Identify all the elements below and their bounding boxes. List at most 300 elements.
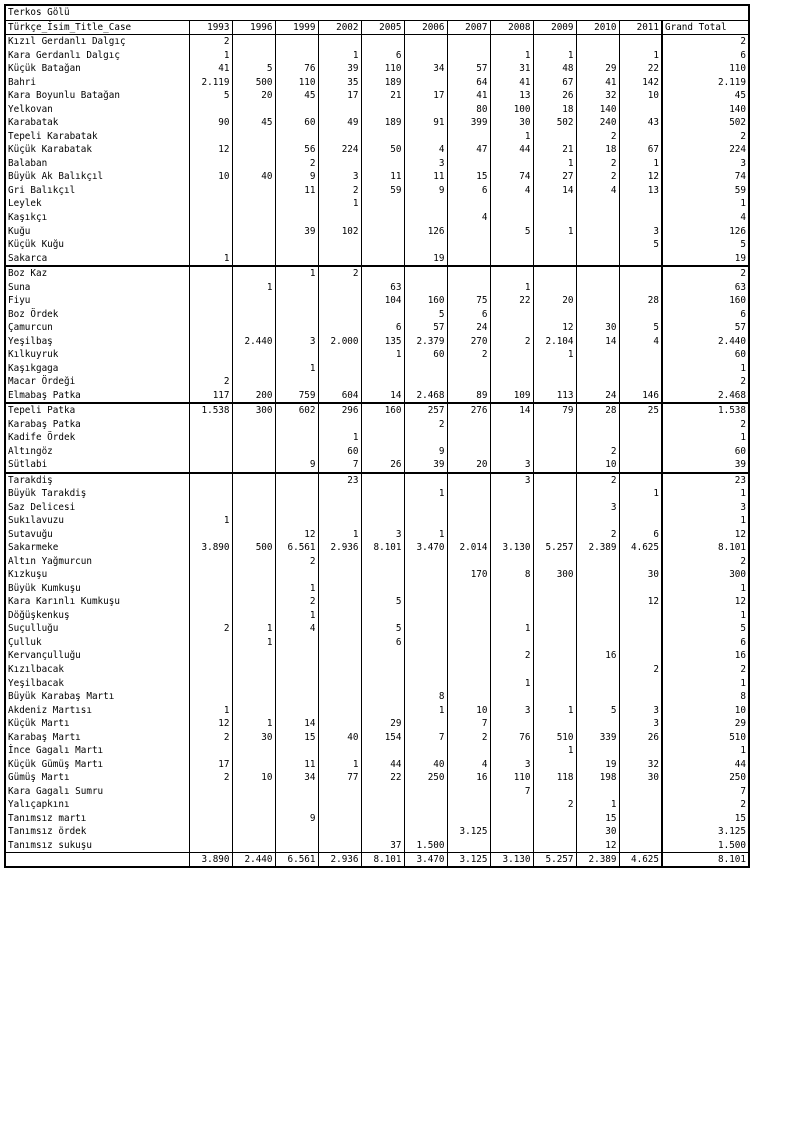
count-cell: 40 <box>232 170 275 184</box>
count-cell <box>490 197 533 211</box>
year-header: 2008 <box>490 20 533 35</box>
count-cell <box>189 487 232 501</box>
count-cell: 9 <box>404 445 447 459</box>
grand-total-cell: 6 <box>662 307 749 321</box>
count-cell <box>361 703 404 717</box>
year-header: 1999 <box>275 20 318 35</box>
count-cell: 3 <box>619 224 662 238</box>
count-cell <box>361 811 404 825</box>
count-cell <box>447 473 490 488</box>
table-row <box>5 636 749 650</box>
count-cell <box>318 238 361 252</box>
count-cell <box>447 361 490 375</box>
count-cell: 1 <box>318 49 361 63</box>
count-cell <box>490 431 533 445</box>
count-cell <box>619 266 662 281</box>
table-row <box>5 348 749 362</box>
count-cell <box>189 798 232 812</box>
bird-count-table <box>4 4 750 868</box>
count-cell <box>447 431 490 445</box>
count-cell <box>533 649 576 663</box>
species-name: Sakarca <box>5 251 189 266</box>
table-row <box>5 771 749 785</box>
count-cell <box>361 798 404 812</box>
count-cell: 75 <box>447 294 490 308</box>
count-cell: 16 <box>576 649 619 663</box>
table-row <box>5 541 749 555</box>
count-cell <box>361 375 404 389</box>
count-cell <box>275 649 318 663</box>
table-row <box>5 595 749 609</box>
count-cell <box>318 321 361 335</box>
count-cell <box>318 838 361 852</box>
count-cell <box>189 417 232 431</box>
count-cell: 117 <box>189 388 232 403</box>
count-cell <box>533 473 576 488</box>
count-cell <box>490 348 533 362</box>
count-cell <box>275 838 318 852</box>
count-cell: 8.101 <box>361 541 404 555</box>
count-cell <box>189 690 232 704</box>
count-cell: 60 <box>275 116 318 130</box>
count-cell <box>404 197 447 211</box>
year-header: 2011 <box>619 20 662 35</box>
count-cell: 30 <box>576 825 619 839</box>
count-cell <box>404 555 447 569</box>
table-row <box>5 431 749 445</box>
table-row <box>5 609 749 623</box>
count-cell <box>232 514 275 528</box>
count-cell: 6.561 <box>275 541 318 555</box>
count-cell: 250 <box>404 771 447 785</box>
table-row <box>5 717 749 731</box>
count-cell <box>318 595 361 609</box>
count-cell: 4 <box>490 184 533 198</box>
table-row <box>5 825 749 839</box>
count-cell <box>619 622 662 636</box>
species-name: Tepeli Karabatak <box>5 130 189 144</box>
count-cell: 7 <box>404 730 447 744</box>
count-cell <box>490 838 533 852</box>
grand-total-cell: 5 <box>662 238 749 252</box>
count-cell: 1 <box>490 49 533 63</box>
count-cell: 5 <box>232 62 275 76</box>
count-cell <box>361 609 404 623</box>
grand-total-cell: 29 <box>662 717 749 731</box>
species-name: Altıngöz <box>5 445 189 459</box>
count-cell: 2 <box>404 417 447 431</box>
count-cell <box>619 348 662 362</box>
count-cell <box>275 568 318 582</box>
count-cell <box>404 622 447 636</box>
count-cell: 76 <box>490 730 533 744</box>
count-cell: 110 <box>275 76 318 90</box>
count-cell <box>189 636 232 650</box>
species-name: Kızılbacak <box>5 663 189 677</box>
count-cell: 56 <box>275 143 318 157</box>
grand-total-cell: 19 <box>662 251 749 266</box>
count-cell: 2 <box>576 170 619 184</box>
count-cell <box>490 417 533 431</box>
count-cell <box>576 690 619 704</box>
species-name: Büyük Kumkuşu <box>5 582 189 596</box>
count-cell <box>533 514 576 528</box>
grand-total-cell: 1.500 <box>662 838 749 852</box>
count-cell <box>533 375 576 389</box>
count-cell: 5 <box>576 703 619 717</box>
count-cell: 1 <box>275 609 318 623</box>
table-row <box>5 361 749 375</box>
count-cell <box>189 609 232 623</box>
count-cell <box>490 609 533 623</box>
count-cell <box>232 431 275 445</box>
count-cell <box>318 649 361 663</box>
count-cell <box>576 197 619 211</box>
count-cell: 2 <box>447 730 490 744</box>
count-cell: 1 <box>490 280 533 294</box>
count-cell <box>232 445 275 459</box>
table-row <box>5 663 749 677</box>
count-cell <box>619 251 662 266</box>
count-cell <box>576 555 619 569</box>
count-cell: 4.625 <box>619 541 662 555</box>
count-cell <box>490 211 533 225</box>
count-cell: 140 <box>576 103 619 117</box>
grand-total-header: Grand Total <box>662 20 749 35</box>
count-cell: 13 <box>490 89 533 103</box>
count-cell <box>232 568 275 582</box>
count-cell <box>576 595 619 609</box>
count-cell <box>275 35 318 49</box>
count-cell <box>275 784 318 798</box>
count-cell <box>275 825 318 839</box>
count-cell: 20 <box>447 458 490 473</box>
count-cell: 154 <box>361 730 404 744</box>
count-cell: 10 <box>576 458 619 473</box>
count-cell: 76 <box>275 62 318 76</box>
count-cell: 27 <box>533 170 576 184</box>
column-total-cell: 3.130 <box>490 852 533 867</box>
count-cell <box>361 35 404 49</box>
count-cell: 3 <box>275 334 318 348</box>
table-row <box>5 784 749 798</box>
count-cell <box>447 487 490 501</box>
count-cell: 399 <box>447 116 490 130</box>
count-cell <box>490 582 533 596</box>
count-cell: 5 <box>619 238 662 252</box>
count-cell <box>619 458 662 473</box>
species-name: Tarakdiş <box>5 473 189 488</box>
count-cell <box>189 103 232 117</box>
count-cell <box>318 784 361 798</box>
count-cell: 30 <box>232 730 275 744</box>
table-row <box>5 321 749 335</box>
count-cell <box>189 676 232 690</box>
count-cell: 4 <box>275 622 318 636</box>
count-cell: 1 <box>189 49 232 63</box>
count-cell: 90 <box>189 116 232 130</box>
count-cell: 2 <box>576 528 619 542</box>
species-column-header: Türkçe_İsim_Title_Case <box>5 20 189 35</box>
count-cell <box>361 649 404 663</box>
count-cell <box>619 103 662 117</box>
species-name: Kara Karınlı Kumkuşu <box>5 595 189 609</box>
species-name: Macar Ördeği <box>5 375 189 389</box>
count-cell <box>361 568 404 582</box>
count-cell: 5.257 <box>533 541 576 555</box>
count-cell <box>576 784 619 798</box>
count-cell <box>318 211 361 225</box>
count-cell: 604 <box>318 388 361 403</box>
count-cell: 339 <box>576 730 619 744</box>
grand-total-cell: 2 <box>662 555 749 569</box>
count-cell <box>232 238 275 252</box>
count-cell: 1 <box>189 514 232 528</box>
count-cell <box>361 197 404 211</box>
count-cell <box>318 501 361 515</box>
count-cell <box>404 717 447 731</box>
year-header: 2010 <box>576 20 619 35</box>
species-name: Çulluk <box>5 636 189 650</box>
count-cell: 110 <box>361 62 404 76</box>
count-cell <box>576 238 619 252</box>
count-cell: 15 <box>275 730 318 744</box>
count-cell: 9 <box>404 184 447 198</box>
count-cell <box>576 348 619 362</box>
count-cell <box>232 184 275 198</box>
table-row <box>5 238 749 252</box>
count-cell: 270 <box>447 334 490 348</box>
count-cell <box>404 76 447 90</box>
count-cell <box>318 130 361 144</box>
count-cell <box>189 649 232 663</box>
count-cell <box>189 321 232 335</box>
count-cell <box>275 431 318 445</box>
count-cell <box>318 417 361 431</box>
count-cell: 35 <box>318 76 361 90</box>
grand-total-cell: 1.538 <box>662 403 749 418</box>
year-header: 1993 <box>189 20 232 35</box>
count-cell: 22 <box>361 771 404 785</box>
count-cell <box>576 266 619 281</box>
table-row <box>5 130 749 144</box>
column-total-cell: 3.125 <box>447 852 490 867</box>
count-cell: 20 <box>533 294 576 308</box>
species-name: Küçük Kuğu <box>5 238 189 252</box>
count-cell <box>318 811 361 825</box>
species-name: Küçük Martı <box>5 717 189 731</box>
count-cell: 146 <box>619 388 662 403</box>
count-cell <box>576 307 619 321</box>
grand-total-cell: 1 <box>662 487 749 501</box>
count-cell: 34 <box>404 62 447 76</box>
count-cell: 67 <box>619 143 662 157</box>
grand-total-cell: 510 <box>662 730 749 744</box>
count-cell <box>533 487 576 501</box>
count-cell <box>318 717 361 731</box>
count-cell <box>189 334 232 348</box>
count-cell: 89 <box>447 388 490 403</box>
count-cell: 3 <box>490 473 533 488</box>
count-cell: 44 <box>490 143 533 157</box>
count-cell: 2 <box>275 555 318 569</box>
count-cell: 37 <box>361 838 404 852</box>
grand-total-cell: 1 <box>662 582 749 596</box>
count-cell <box>232 211 275 225</box>
count-cell <box>232 251 275 266</box>
count-cell <box>404 473 447 488</box>
count-cell <box>189 838 232 852</box>
count-cell: 24 <box>447 321 490 335</box>
count-cell: 24 <box>576 388 619 403</box>
count-cell <box>232 757 275 771</box>
count-cell <box>361 417 404 431</box>
grand-total-cell: 502 <box>662 116 749 130</box>
count-cell: 1 <box>533 744 576 758</box>
count-cell <box>447 744 490 758</box>
count-cell <box>404 211 447 225</box>
count-cell <box>404 501 447 515</box>
count-cell <box>275 294 318 308</box>
count-cell <box>232 348 275 362</box>
year-header: 1996 <box>232 20 275 35</box>
count-cell <box>361 157 404 171</box>
count-cell <box>404 663 447 677</box>
count-cell <box>361 663 404 677</box>
count-cell: 45 <box>275 89 318 103</box>
count-cell: 26 <box>619 730 662 744</box>
count-cell <box>232 375 275 389</box>
count-cell: 21 <box>533 143 576 157</box>
count-cell: 5 <box>361 595 404 609</box>
count-cell: 25 <box>619 403 662 418</box>
count-cell <box>447 266 490 281</box>
count-cell: 2 <box>533 798 576 812</box>
count-cell: 29 <box>361 717 404 731</box>
count-cell <box>275 280 318 294</box>
count-cell: 500 <box>232 541 275 555</box>
count-cell <box>318 307 361 321</box>
species-name: Kızkuşu <box>5 568 189 582</box>
table-row <box>5 294 749 308</box>
count-cell: 3.890 <box>189 541 232 555</box>
count-cell: 2 <box>576 130 619 144</box>
grand-total-cell: 2 <box>662 130 749 144</box>
count-cell <box>232 361 275 375</box>
grand-total-cell: 45 <box>662 89 749 103</box>
table-row <box>5 143 749 157</box>
grand-total-cell: 2 <box>662 798 749 812</box>
count-cell: 2.014 <box>447 541 490 555</box>
column-total-cell: 2.440 <box>232 852 275 867</box>
species-name: Altın Yağmurcun <box>5 555 189 569</box>
count-cell <box>232 294 275 308</box>
count-cell <box>361 431 404 445</box>
table-row <box>5 184 749 198</box>
count-cell: 17 <box>189 757 232 771</box>
grand-total-cell: 12 <box>662 528 749 542</box>
count-cell: 142 <box>619 76 662 90</box>
count-cell <box>361 361 404 375</box>
count-cell <box>447 280 490 294</box>
table-row <box>5 170 749 184</box>
count-cell <box>619 307 662 321</box>
species-name: Küçük Batağan <box>5 62 189 76</box>
count-cell <box>619 744 662 758</box>
count-cell: 1 <box>318 431 361 445</box>
count-cell <box>619 825 662 839</box>
count-cell <box>232 595 275 609</box>
count-cell <box>533 609 576 623</box>
count-cell <box>318 568 361 582</box>
species-name: Kılkuyruk <box>5 348 189 362</box>
count-cell <box>232 825 275 839</box>
count-cell <box>447 663 490 677</box>
count-cell <box>275 690 318 704</box>
count-cell: 10 <box>232 771 275 785</box>
count-cell <box>318 294 361 308</box>
grand-total-cell: 2 <box>662 35 749 49</box>
count-cell <box>576 582 619 596</box>
count-cell <box>404 609 447 623</box>
count-cell <box>490 487 533 501</box>
table-row <box>5 445 749 459</box>
count-cell: 19 <box>576 757 619 771</box>
count-cell <box>275 514 318 528</box>
grand-total-cell: 12 <box>662 595 749 609</box>
count-cell: 189 <box>361 76 404 90</box>
count-cell <box>275 487 318 501</box>
count-cell <box>404 744 447 758</box>
totals-label-cell <box>5 852 189 867</box>
count-cell: 23 <box>318 473 361 488</box>
count-cell: 28 <box>576 403 619 418</box>
count-cell: 502 <box>533 116 576 130</box>
count-cell <box>447 676 490 690</box>
count-cell <box>533 636 576 650</box>
count-cell <box>275 348 318 362</box>
count-cell <box>447 528 490 542</box>
count-cell: 3 <box>576 501 619 515</box>
count-cell <box>404 130 447 144</box>
count-cell: 44 <box>361 757 404 771</box>
count-cell: 48 <box>533 62 576 76</box>
grand-total-cell: 15 <box>662 811 749 825</box>
count-cell: 14 <box>533 184 576 198</box>
count-cell <box>533 582 576 596</box>
count-cell: 11 <box>404 170 447 184</box>
count-cell: 14 <box>576 334 619 348</box>
count-cell: 300 <box>533 568 576 582</box>
count-cell <box>275 663 318 677</box>
count-cell <box>533 197 576 211</box>
count-cell: 7 <box>318 458 361 473</box>
table-row <box>5 35 749 49</box>
count-cell <box>576 609 619 623</box>
species-name: Tanımsız sukuşu <box>5 838 189 852</box>
count-cell: 39 <box>275 224 318 238</box>
count-cell <box>404 431 447 445</box>
count-cell <box>404 266 447 281</box>
count-cell: 21 <box>361 89 404 103</box>
count-cell <box>232 103 275 117</box>
count-cell: 240 <box>576 116 619 130</box>
table-row <box>5 211 749 225</box>
count-cell <box>447 501 490 515</box>
count-cell <box>490 528 533 542</box>
table-row <box>5 690 749 704</box>
count-cell <box>189 568 232 582</box>
